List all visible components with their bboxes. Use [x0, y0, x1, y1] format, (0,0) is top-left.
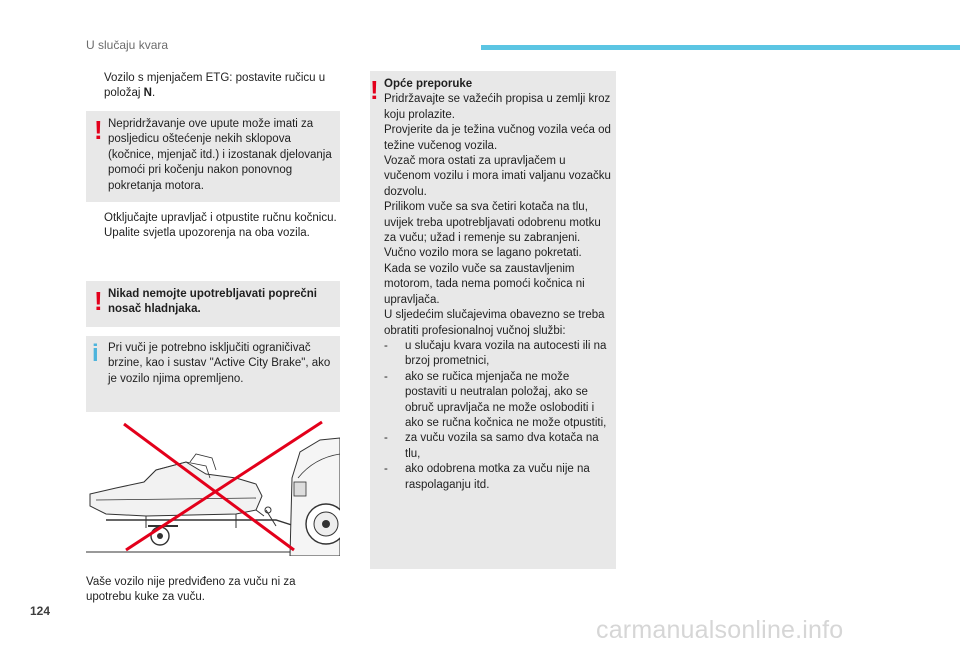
list-item-text: ako se ručica mjenjača ne može postaviti u neutralan položaj, ako se obruč upravljača ne može osloboditi i ako se ručna kočnica ne može otpustiti, [405, 370, 607, 429]
trailer-frame [106, 520, 301, 528]
warning-box-damage [86, 111, 340, 202]
bullet-etg [86, 71, 340, 102]
recommendation-line: U sljedećim slučajevima obavezno se treba obratiti profesionalnoj vučnoj službi: [384, 309, 605, 337]
warning-icon: ! [370, 75, 379, 105]
dash-marker: - [384, 339, 388, 352]
warning-box-radiator [86, 281, 340, 327]
warning-text-radiator: Nikad nemojte upotrebljavati poprečni nosač hladnjaka. [108, 288, 317, 316]
section-title: U slučaju kvara [86, 38, 169, 52]
recommendation-line: Vučno vozilo mora se lagano pokretati. [384, 247, 582, 260]
list-item-text: ako odobrena motka za vuču nije na raspolaganju itd. [405, 463, 590, 491]
warning-icon: ! [94, 115, 103, 145]
header-accent-bar [481, 45, 960, 50]
list-item-text: za vuču vozila sa samo dva kotača na tlu, [405, 432, 599, 460]
warning-icon: ! [94, 286, 103, 316]
recommendations-content [384, 77, 614, 493]
warning-text-damage: Nepridržavanje ove upute može imati za posljedicu oštećenje nekih sklopova (kočnice, mjenjač itd.) i izostanak djelovanja pomoći pri kočenju nakon ponovnog pokretanja motora. [108, 118, 332, 192]
dash-marker: - [384, 463, 388, 476]
dash-marker: - [384, 370, 388, 383]
bullet-list-unlock [86, 211, 340, 242]
recommendation-line: Prilikom vuče sa sva četiri kotača na tlu, uvijek treba upotrebljavati odobrenu motku za vuču; užad i remenje su zabranjeni. [384, 201, 601, 245]
list-item-text: u slučaju kvara vozila na autocesti ili na brzoj prometnici, [405, 339, 607, 368]
info-text-speed-limiter: Pri vuči je potrebno isključiti ograničivač brzine, kao i sustav "Active City Brake", ako je vozilo njima opremljeno. [108, 342, 331, 385]
dash-marker: - [384, 432, 388, 445]
list-item [384, 339, 614, 370]
list-item [384, 462, 614, 493]
gear-position-n: N [143, 87, 152, 100]
recommendation-line: Provjerite da je težina vučnog vozila veća od težine vučenog vozila. [384, 124, 611, 152]
bullet-etg-text: Vozilo s mjenjačem ETG: postavite ručicu u položaj [104, 72, 326, 100]
bullet-arrow-icon [86, 71, 104, 102]
watermark[interactable]: carmanualsonline.info [596, 616, 844, 644]
info-icon: i [92, 340, 99, 367]
general-recommendations-box [370, 71, 616, 569]
recommendation-line: Vozač mora ostati za upravljačem u vučenom vozilu i mora imati valjanu vozačku dozvolu. [384, 155, 611, 198]
page-number: 124 [30, 604, 51, 618]
list-item [384, 431, 614, 462]
recommendation-line: Pridržavajte se važećih propisa u zemlji kroz koju prolazite. [384, 93, 611, 121]
illustration-caption: Vaše vozilo nije predviđeno za vuču ni za upotrebu kuke za vuču. [86, 576, 296, 604]
recommendation-line: Kada se vozilo vuče sa zaustavljenim motorom, tada nema pomoći kočnica ni upravljača. [384, 262, 585, 306]
bullet-hazard-lights-text: Upalite svjetla upozorenja na oba vozila. [104, 227, 310, 240]
info-box-speed-limiter [86, 336, 340, 412]
list-item [384, 370, 614, 432]
no-towing-illustration [86, 418, 340, 556]
bullet-unlock-text: Otključajte upravljač i otpustite ručnu kočnicu. [104, 212, 337, 224]
recommendations-heading: Opće preporuke [384, 78, 473, 90]
bullet-arrow-icon [86, 226, 104, 241]
bullet-arrow-icon [86, 211, 104, 226]
bullet-etg-end: . [151, 87, 156, 100]
